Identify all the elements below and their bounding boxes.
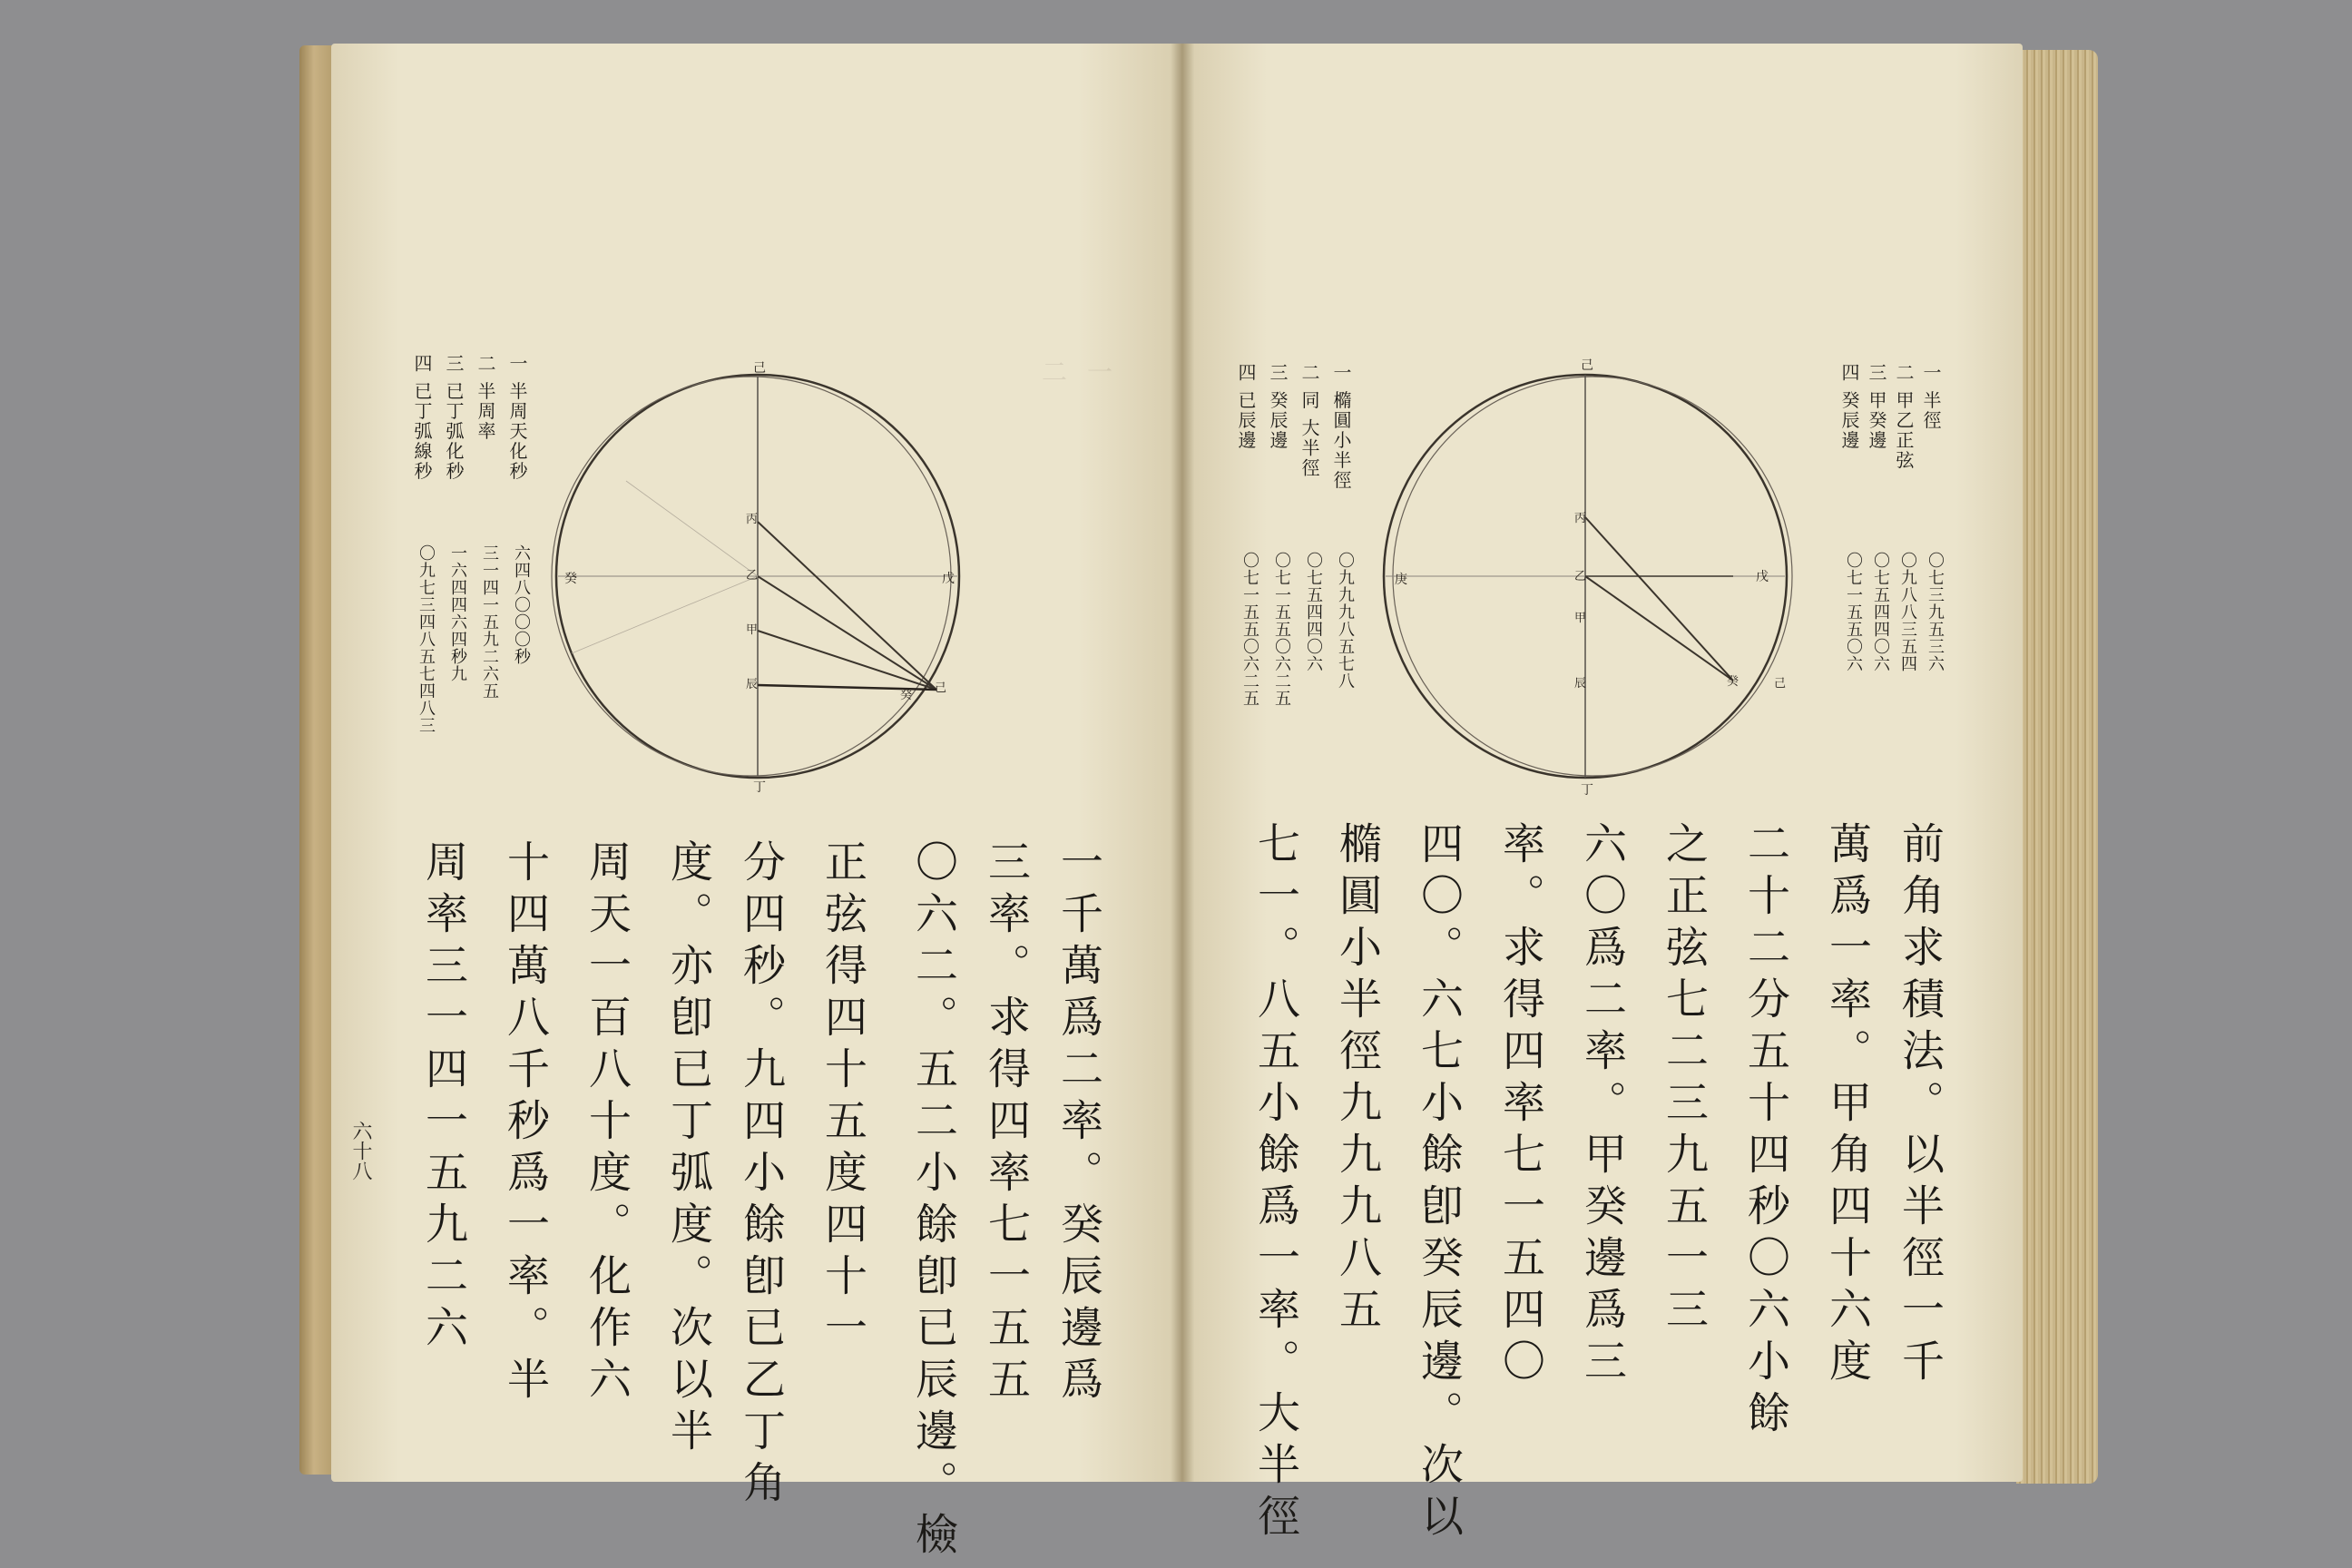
right-table-value-2: 〇九八八三五四 — [1898, 552, 1917, 672]
left-main-col-3: 〇六二。五二小餘卽已辰邊。檢 — [908, 839, 958, 1563]
left-main-col-5: 分四秒。九四小餘卽已乙丁角 — [736, 839, 786, 1512]
book-edge-left — [299, 45, 336, 1475]
diagram-label-bottom: 丁 — [1581, 783, 1593, 798]
diagram-label-left: 庚 — [1395, 573, 1407, 587]
left-table-label-3: 三 已丁弧化秒 — [443, 354, 465, 482]
left-circle-diagram — [544, 345, 980, 795]
left-main-col-4: 正弦得四十五度四十一 — [818, 839, 867, 1357]
right-table-label-4: 四 癸辰邊 — [1838, 363, 1860, 451]
right-table2-label-1: 一 橢圓小半徑 — [1330, 363, 1352, 491]
right-main-col-1: 前角求積法。以半徑一千 — [1895, 821, 1945, 1390]
diagram-label-left: 癸 — [564, 572, 577, 586]
right-main-col-6: 率。求得四率七一五四〇 — [1495, 821, 1545, 1390]
diagram-label-right: 戊 — [942, 572, 955, 586]
diagram-label-corner1: 癸 — [1727, 675, 1740, 689]
right-table2-label-4: 四 已辰邊 — [1235, 363, 1257, 451]
diagram-label-center: 乙 — [1574, 570, 1587, 583]
diagram-label-lower1: 甲 — [746, 623, 759, 637]
right-main-col-2: 萬爲一率。甲角四十六度 — [1822, 821, 1872, 1390]
diagram-label-bottom: 丁 — [753, 780, 766, 795]
right-table2-value-2: 〇七五四四〇六 — [1304, 552, 1323, 672]
show-through-text: 二 — [1038, 358, 1068, 544]
right-table2-value-1: 〇九九九八五七八 — [1336, 552, 1355, 690]
diagram-label-lower2: 辰 — [746, 678, 759, 691]
left-main-col-6: 度。亦卽已丁弧度。次以半 — [663, 839, 713, 1460]
right-main-col-5: 六〇爲二率。甲癸邊爲三 — [1577, 821, 1627, 1390]
left-table-value-4: 〇九七三四八五七四八三 — [416, 544, 436, 734]
diagram-label-top: 己 — [753, 361, 766, 376]
left-main-col-1: 一千萬爲二率。癸辰邊爲 — [1054, 839, 1103, 1408]
diagram-label-upper: 丙 — [1574, 512, 1587, 525]
diagram-label-top: 己 — [1581, 358, 1593, 373]
show-through-text: 一 — [1083, 358, 1113, 544]
right-table-label-1: 一 半徑 — [1920, 363, 1942, 431]
right-table2-label-2: 二 同 大半徑 — [1298, 363, 1320, 478]
book-gutter — [1171, 44, 1194, 1482]
left-main-col-8: 十四萬八千秒爲一率。半 — [500, 839, 550, 1408]
right-main-col-7: 四〇。六七小餘卽癸辰邊。次以 — [1414, 821, 1464, 1545]
diagram-label-corner1: 癸 — [900, 689, 913, 702]
left-main-col-2: 三率。求得四率七一五五 — [981, 839, 1031, 1408]
page-number: 六十八 — [349, 1121, 372, 1181]
right-table-label-3: 三 甲癸邊 — [1866, 363, 1887, 451]
left-main-col-7: 周天一百八十度。化作六 — [582, 839, 632, 1408]
diagram-label-center: 乙 — [746, 569, 759, 583]
diagram-label-right: 戊 — [1756, 570, 1769, 584]
diagram-label-corner2: 己 — [935, 681, 947, 695]
right-main-col-4: 之正弦七二三九五一三 — [1659, 821, 1709, 1338]
right-main-col-3: 二十二分五十四秒〇六小餘 — [1740, 821, 1790, 1442]
right-table-value-3: 〇七五四四〇六 — [1871, 552, 1890, 672]
diagram-label-upper: 丙 — [746, 513, 759, 526]
right-table2-value-3: 〇七一五五〇六二五 — [1272, 552, 1291, 707]
right-table-value-4: 〇七一五五〇六 — [1844, 552, 1863, 672]
left-table-value-3: 一六四四六四秒九 — [448, 544, 467, 682]
left-table-label-4: 四 已丁弧線秒 — [411, 354, 433, 482]
diagram-label-lower1: 甲 — [1574, 612, 1587, 625]
left-table-label-1: 一 半周天化秒 — [506, 354, 528, 482]
left-main-col-9: 周率三一四一五九二六 — [418, 839, 468, 1357]
right-table2-value-4: 〇七一五五〇六二五 — [1240, 552, 1259, 707]
right-circle-diagram — [1375, 349, 1810, 798]
right-main-col-8: 橢圓小半徑九九九八五 — [1332, 821, 1382, 1338]
right-table-value-1: 〇七三九五三六 — [1926, 552, 1945, 672]
diagram-label-lower2: 辰 — [1574, 677, 1587, 691]
diagram-label-corner2: 己 — [1774, 677, 1787, 691]
book-edge-right — [2016, 50, 2098, 1484]
right-main-col-9: 七一。八五小餘爲一率。大半徑 — [1250, 821, 1300, 1545]
left-table-value-1: 六四八〇〇〇秒 — [512, 544, 531, 665]
right-table-label-2: 二 甲乙正弦 — [1893, 363, 1915, 471]
left-table-label-2: 二 半周率 — [475, 354, 496, 442]
right-table2-label-3: 三 癸辰邊 — [1267, 363, 1289, 451]
left-table-value-2: 三一四一五九二六五 — [480, 544, 499, 700]
